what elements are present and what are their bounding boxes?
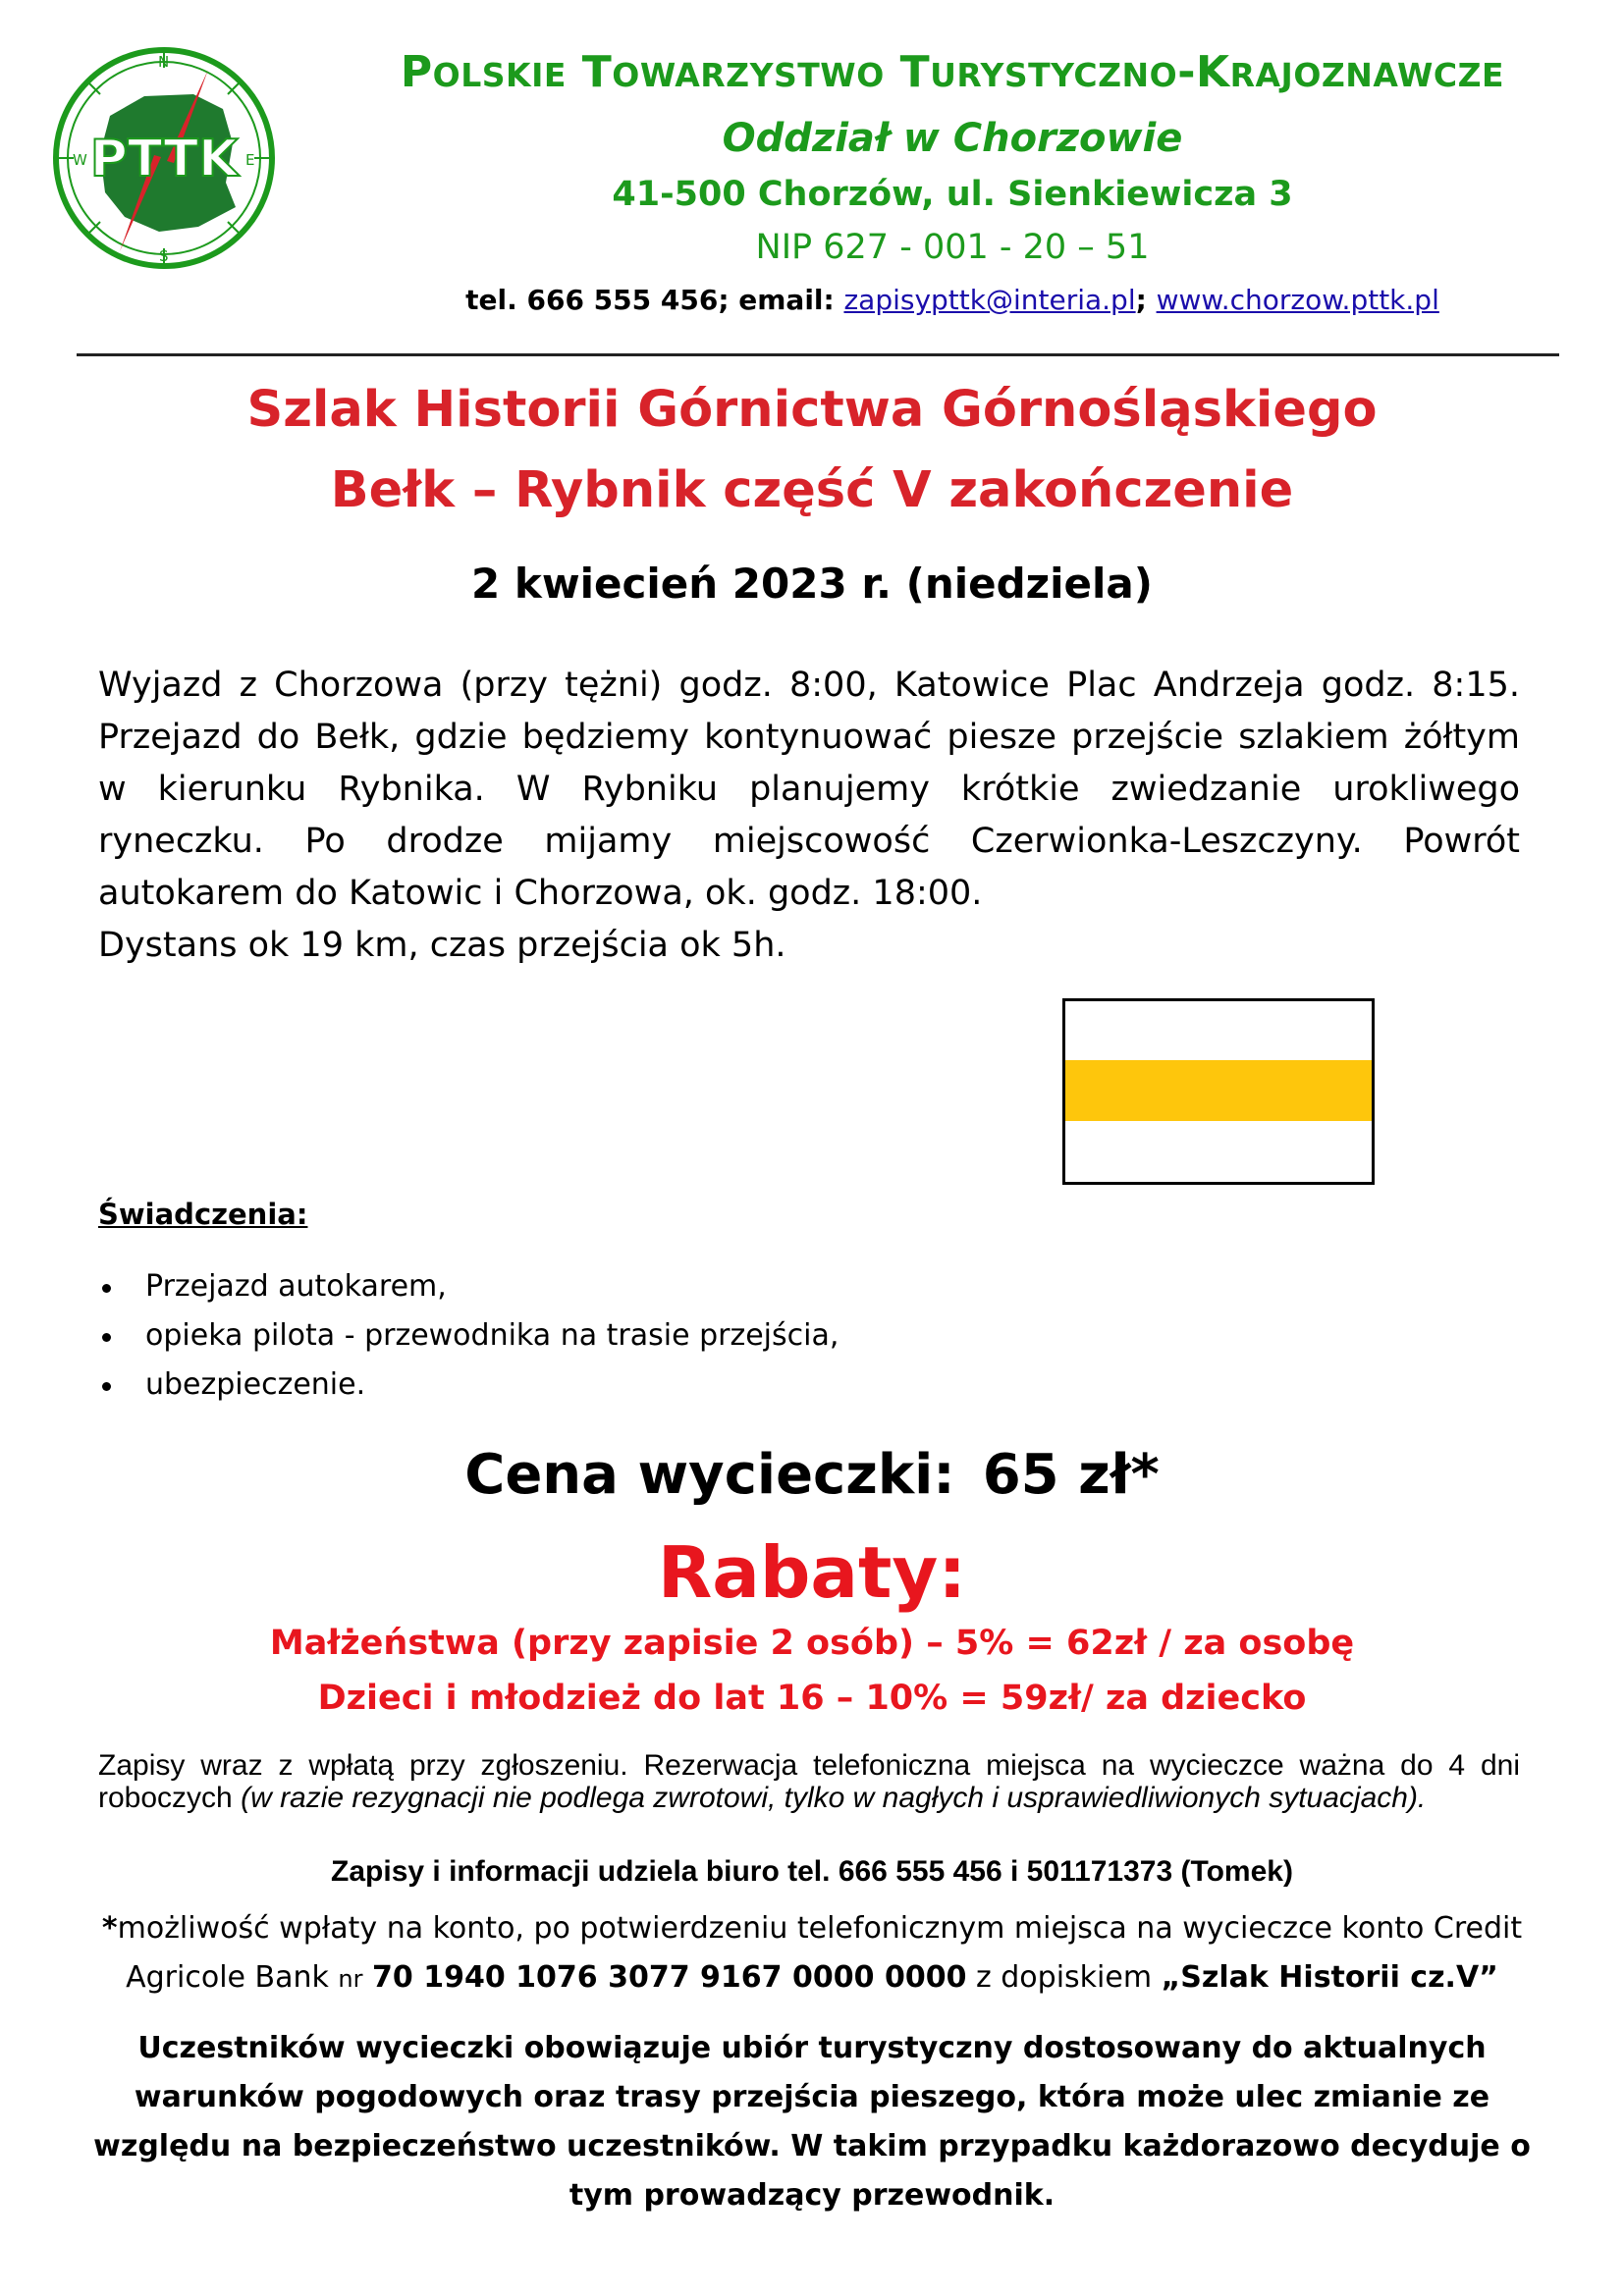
refund-note: (w razie rezygnacji nie podlega zwrotowi, tylko w nagłych i usprawiedliwionych sytuacjach). [241,1782,1427,1814]
page-subtitle: Bełk – Rybnik część V zakończenie [330,461,1294,519]
compass-s-label: S [159,247,169,265]
compass-e-label: E [245,151,255,169]
compass-logo-icon [51,35,277,281]
benefits-list [98,1262,839,1410]
pttk-logo [51,35,277,281]
compass-w-label: W [73,151,87,169]
discount-children: Dzieci i młodzież do lat 16 – 10% = 59zł/ za dziecko [317,1679,1307,1718]
registration-info: Zapisy wraz z wpłatą przy zgłoszeniu. Rezerwacja telefoniczna miejsca na wycieczce ważna do 4 dni roboczych (w razie rezygnacji nie podlega zwrotowi, tylko w nagłych i usprawiedliwionych sytuacjach). [98,1749,1520,1814]
account-number: 70 1940 1076 3077 9167 0000 0000 [372,1960,967,1995]
bank-account-info: *możliwość wpłaty na konto, po potwierdzeniu telefonicznym miejsca na wycieczce konto Credit Agricole Bank nr 70 1940 1076 3077 9167 0000 0000 z dopiskiem „Szlak Historii cz.V” [101,1911,1523,1995]
contact-line [314,284,1591,316]
logo-text: PTTK [89,130,239,188]
bullet-icon [102,1382,111,1391]
contact-prefix: tel. 666 555 456; email: [465,284,844,316]
discounts-title: Rabaty: [657,1531,967,1614]
list-item: ubezpieczenie. [98,1361,839,1410]
trip-price [0,1443,1624,1507]
participant-notice: Uczestników wycieczki obowiązuje ubiór turystyczny dostosowany do aktualnych warunków pogodowych oraz trasy przejścia pieszego, która może ulec zmianie ze względu na bezpieczeństwo uczestników. W takim przypadku każdorazowo decyduje o tym prowadzący przewodnik. [93,2031,1531,2213]
branch-name: Oddział w Chorzowie [722,116,1183,161]
website-link[interactable]: www.chorzow.pttk.pl [1156,284,1439,316]
nip-number: NIP 627 - 001 - 20 – 51 [755,228,1150,267]
bullet-icon [102,1284,111,1293]
benefits-title: Świadczenia: [98,1198,308,1231]
discount-couples: Małżeństwa (przy zapisie 2 osób) – 5% = 62zł / za osobę [269,1624,1355,1663]
header-divider [77,353,1559,356]
price-value: 65 zł* [982,1443,1160,1507]
list-item: Przejazd autokarem, [98,1262,839,1311]
yellow-trail-sign [1062,998,1375,1185]
trail-stripe [1065,1060,1372,1121]
branch-address: 41-500 Chorzów, ul. Sienkiewicza 3 [612,175,1293,214]
trip-description [98,660,1520,972]
trip-date: 2 kwiecień 2023 r. (niedziela) [471,560,1153,608]
bullet-icon [102,1333,111,1342]
price-label: Cena wycieczki: [464,1443,955,1507]
compass-n-label: N [158,53,170,71]
office-contact: Zapisy i informacji udziela biuro tel. 666 555 456 i 501171373 (Tomek) [331,1855,1293,1888]
distance-info: Dystans ok 19 km, czas przejścia ok 5h. [98,926,786,965]
organization-name: POLSKIE TOWARZYSTWO TURYSTYCZNO-KRAJOZNAWCZE [400,47,1505,97]
page-title: Szlak Historii Górnictwa Górnośląskiego [246,381,1378,439]
email-link[interactable]: zapisypttk@interia.pl [843,284,1136,316]
transfer-reference: „Szlak Historii cz.V” [1161,1960,1498,1995]
list-item: opieka pilota - przewodnika na trasie przejścia, [98,1311,839,1361]
contact-separator: ; [1135,284,1157,316]
description-paragraph: Wyjazd z Chorzowa (przy tężni) godz. 8:00, Katowice Plac Andrzeja godz. 8:15. Przejazd do Bełk, gdzie będziemy kontynuować piesze przejście szlakiem żółtym w kierunku Rybnika. W Rybniku planujemy krótkie zwiedzanie urokliwego ryneczku. Po drodze mijamy miejscowość Czerwionka-Leszczyny. Powrót autokarem do Katowic i Chorzowa, ok. godz. 18:00. [98,666,1520,913]
